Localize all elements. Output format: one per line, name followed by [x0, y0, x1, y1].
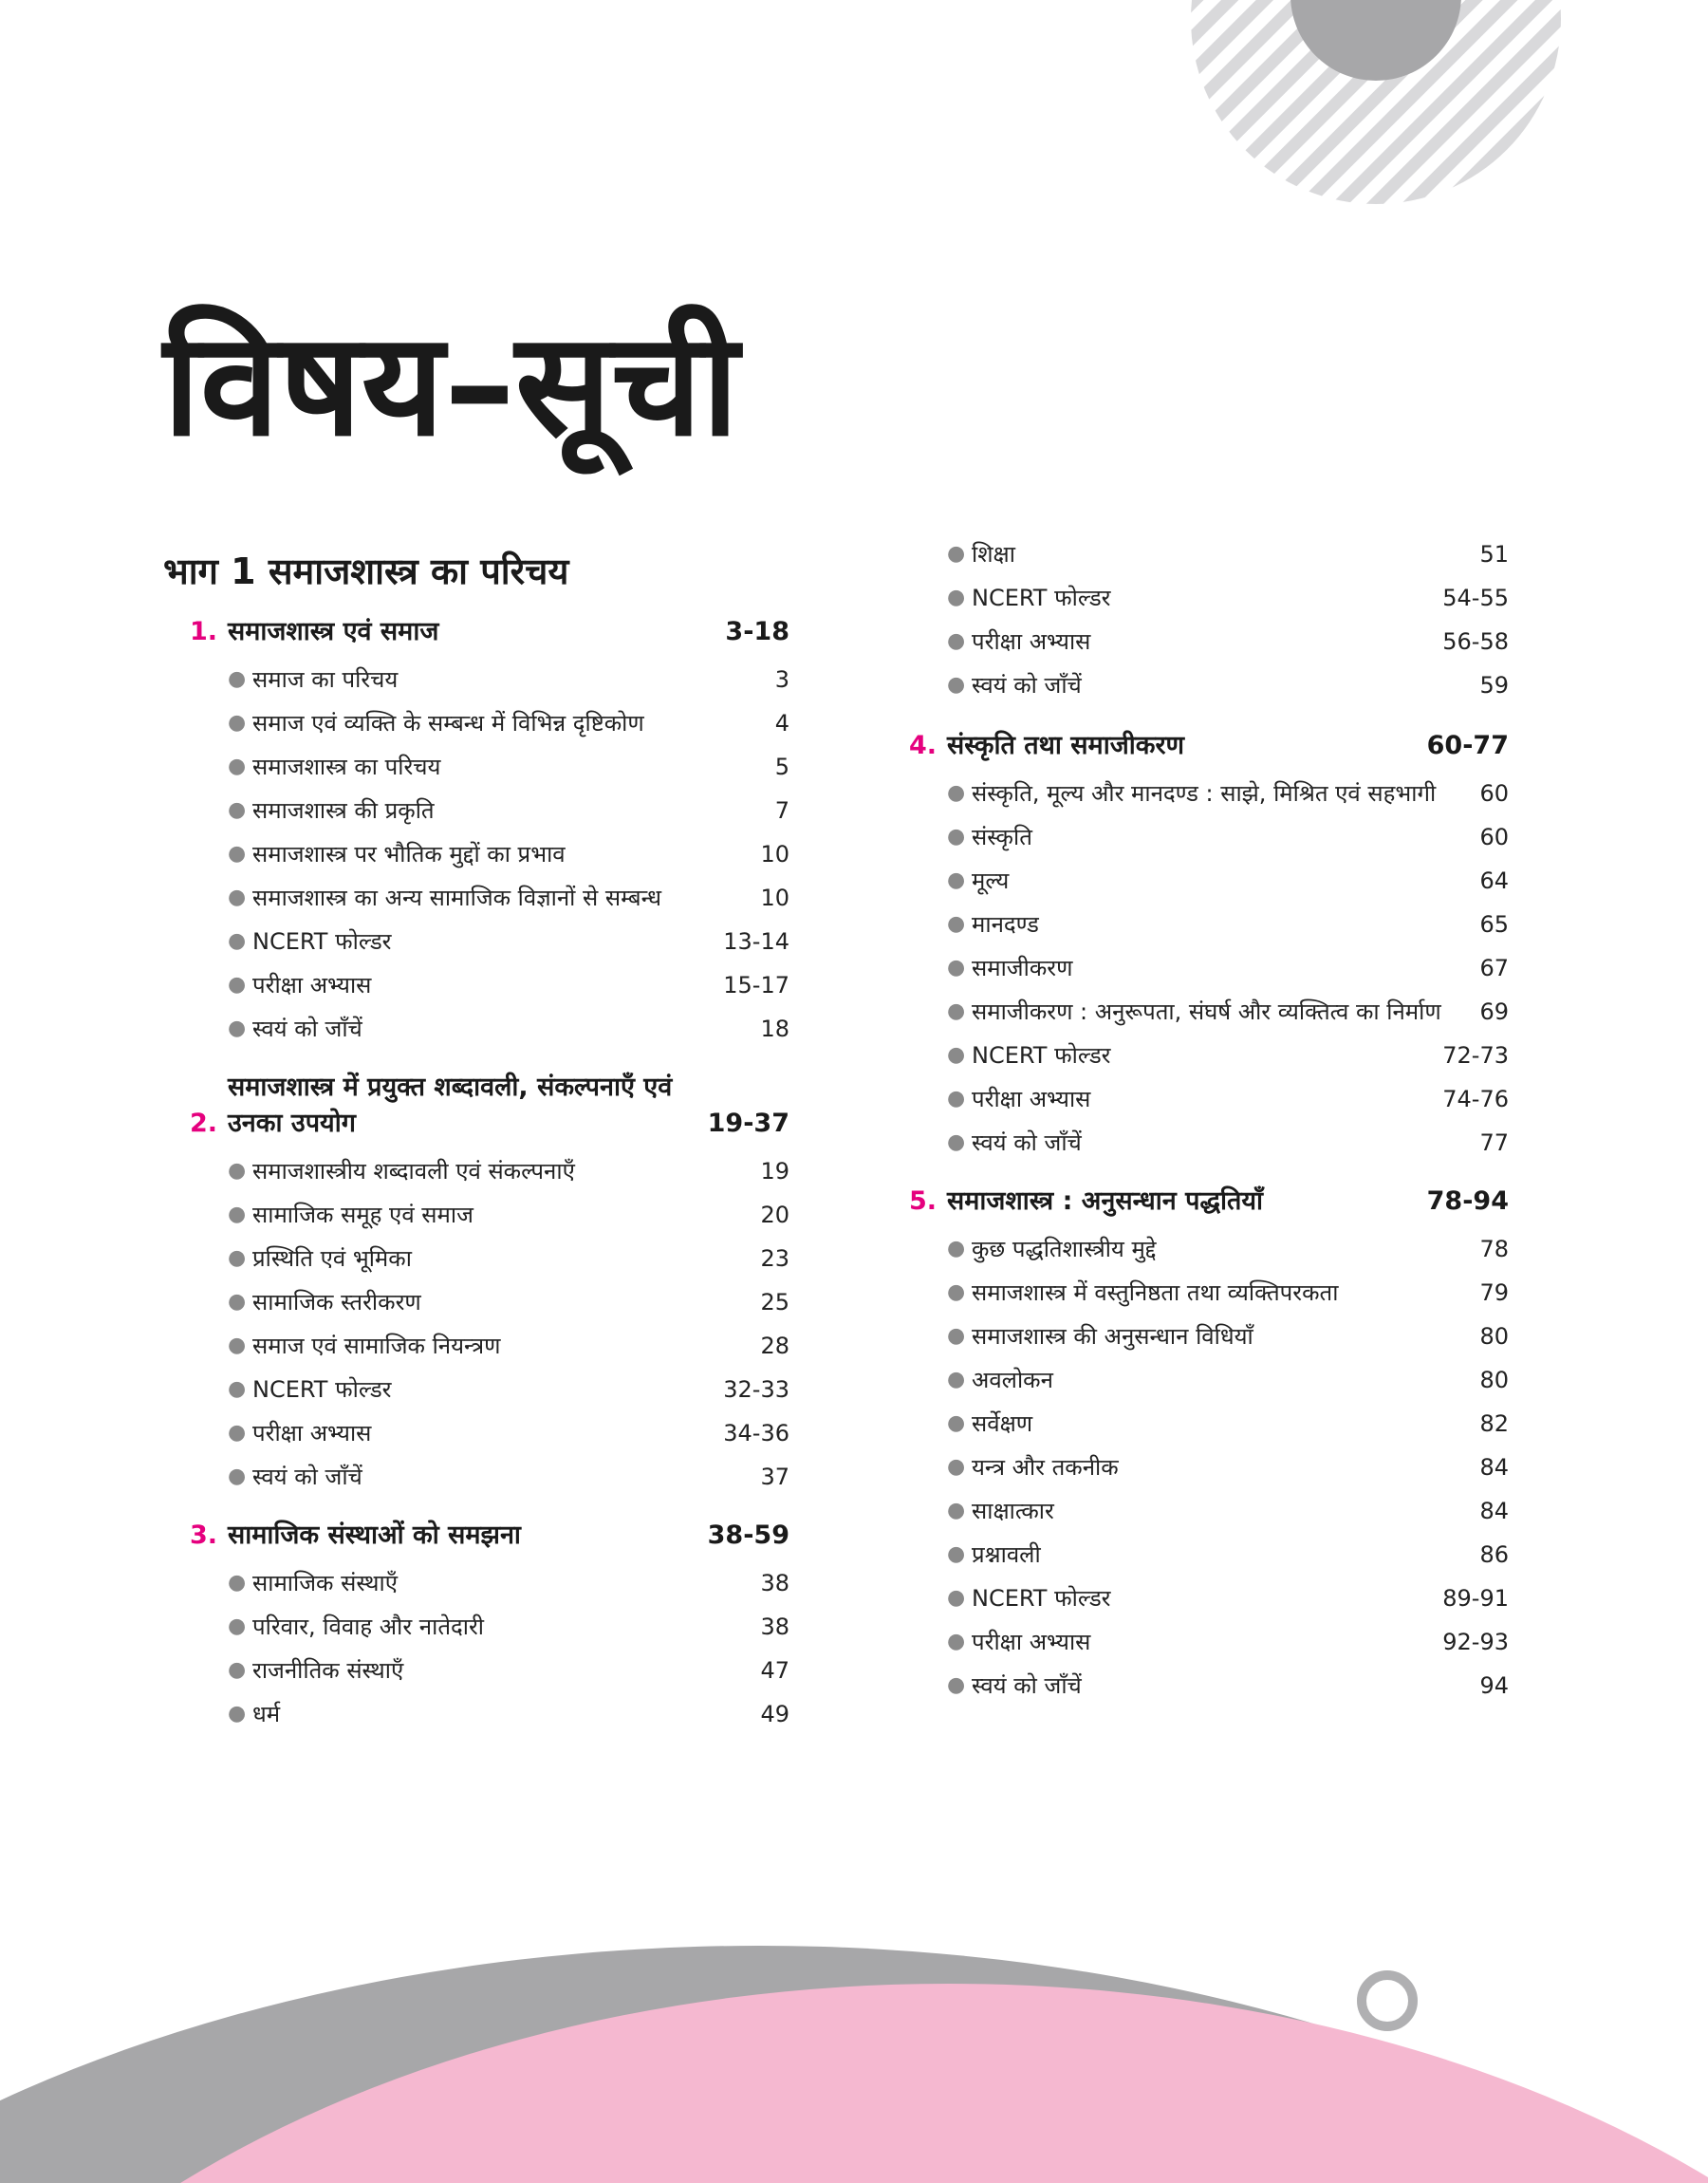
toc-entry[interactable] — [228, 1011, 789, 1047]
bullet-icon: ● — [947, 1237, 966, 1260]
toc-entry[interactable] — [947, 1493, 1509, 1529]
toc-entry-page: 49 — [760, 1701, 789, 1727]
bullet-icon: ● — [228, 886, 247, 909]
chapter-section — [190, 1070, 789, 1495]
chapter-heading[interactable] — [190, 1070, 789, 1142]
bullet-icon: ● — [228, 1377, 247, 1401]
toc-entry-page: 23 — [760, 1245, 789, 1272]
chapter-pages: 38-59 — [707, 1521, 789, 1550]
bullet-icon: ● — [228, 711, 247, 735]
bullet-icon: ● — [228, 755, 247, 778]
part-title: भाग 1 समाजशास्त्र का परिचय — [163, 550, 569, 592]
toc-right-column — [909, 536, 1509, 1726]
bullet-icon: ● — [947, 1542, 966, 1566]
toc-entry[interactable] — [947, 863, 1509, 899]
bullet-icon: ● — [228, 1246, 247, 1270]
bullet-icon: ● — [947, 1087, 966, 1110]
toc-entry-page: 38 — [760, 1614, 789, 1640]
toc-entry-page: 94 — [1479, 1672, 1509, 1699]
chapter-title: सामाजिक संस्थाओं को समझना — [228, 1521, 521, 1550]
toc-entry-page: 38 — [760, 1570, 789, 1596]
chapter-heading[interactable] — [190, 614, 789, 650]
bullet-icon: ● — [228, 667, 247, 691]
toc-entry-title: NCERT फोल्डर — [252, 1376, 392, 1403]
toc-entry[interactable] — [947, 906, 1509, 942]
toc-entry[interactable] — [947, 536, 1509, 572]
toc-entry[interactable] — [228, 880, 789, 916]
toc-left-column — [163, 546, 789, 1755]
bullet-icon: ● — [947, 1324, 966, 1348]
toc-entry-page: 10 — [760, 841, 789, 868]
bullet-icon: ● — [228, 1159, 247, 1183]
bullet-icon: ● — [947, 1280, 966, 1304]
bullet-icon: ● — [228, 1017, 247, 1040]
bullet-icon: ● — [947, 1455, 966, 1479]
toc-entry[interactable] — [947, 1624, 1509, 1660]
toc-entry-title: परीक्षा अभ्यास — [972, 1629, 1091, 1655]
toc-entry[interactable] — [228, 1241, 789, 1277]
toc-entry-page: 69 — [1479, 998, 1509, 1025]
toc-entry-title: संस्कृति, मूल्य और मानदण्ड : साझे, मिश्रित एवं सहभागी — [972, 780, 1437, 807]
toc-entry-title: सामाजिक स्तरीकरण — [252, 1289, 421, 1315]
toc-entry-title: राजनीतिक संस्थाएँ — [252, 1657, 404, 1684]
toc-entry-title: समाजशास्त्रीय शब्दावली एवं संकल्पनाएँ — [252, 1158, 575, 1185]
toc-entry[interactable] — [228, 793, 789, 829]
bullet-icon: ● — [228, 1614, 247, 1638]
toc-entry[interactable] — [947, 1037, 1509, 1073]
toc-entry[interactable] — [947, 775, 1509, 812]
toc-entry[interactable] — [228, 1415, 789, 1451]
toc-entry-page: 84 — [1479, 1498, 1509, 1524]
toc-entry[interactable] — [228, 1459, 789, 1495]
chapter-section — [909, 1184, 1509, 1704]
bullet-icon: ● — [947, 1130, 966, 1154]
toc-entry[interactable] — [228, 1652, 789, 1689]
bullet-icon: ● — [947, 912, 966, 936]
toc-entry-page: 20 — [760, 1202, 789, 1228]
bullet-icon: ● — [947, 868, 966, 892]
toc-entry-page: 89-91 — [1442, 1585, 1509, 1612]
toc-entry-page: 3 — [774, 666, 789, 693]
toc-entry[interactable] — [947, 1537, 1509, 1573]
toc-entry-title: समाजशास्त्र में वस्तुनिष्ठता तथा व्यक्तिपरकता — [972, 1279, 1339, 1306]
toc-entry-page: 74-76 — [1442, 1086, 1509, 1112]
toc-entry-title: संस्कृति — [972, 824, 1032, 850]
toc-entry-title: अवलोकन — [972, 1367, 1053, 1393]
chapter-title: समाजशास्त्र : अनुसन्धान पद्धतियाँ — [947, 1186, 1264, 1216]
toc-entry-title: धर्म — [252, 1701, 281, 1727]
bullet-icon: ● — [228, 798, 247, 822]
chapter-item-list — [190, 662, 789, 1047]
bullet-icon: ● — [228, 1290, 247, 1314]
chapter-number: 3. — [190, 1521, 218, 1550]
toc-entry-page: 25 — [760, 1289, 789, 1315]
chapter-heading[interactable] — [190, 1518, 789, 1554]
toc-entry-title: स्वयं को जाँचें — [972, 1672, 1082, 1699]
chapter-item-list — [909, 1231, 1509, 1704]
pink-arc-decoration — [0, 1984, 1708, 2183]
toc-entry[interactable] — [947, 1081, 1509, 1117]
toc-entry[interactable] — [228, 836, 789, 872]
bullet-icon: ● — [947, 1368, 966, 1391]
chapter-item-list — [190, 1153, 789, 1495]
toc-entry-title: मूल्य — [972, 868, 1010, 894]
toc-entry-title: परीक्षा अभ्यास — [972, 1086, 1091, 1112]
bullet-icon: ● — [947, 1043, 966, 1067]
chapter-number: 1. — [190, 617, 218, 646]
bullet-icon: ● — [947, 825, 966, 849]
toc-entry-page: 19 — [760, 1158, 789, 1185]
toc-entry[interactable] — [947, 1668, 1509, 1704]
toc-entry[interactable] — [228, 662, 789, 698]
toc-entry-page: 47 — [760, 1657, 789, 1684]
toc-entry-title: परिवार, विवाह और नातेदारी — [252, 1614, 484, 1640]
bullet-icon: ● — [228, 973, 247, 997]
toc-entry-title: शिक्षा — [972, 541, 1015, 568]
chapter-pages: 60-77 — [1426, 731, 1509, 760]
toc-entry-title: NCERT फोल्डर — [972, 1585, 1111, 1612]
toc-entry-title: परीक्षा अभ्यास — [252, 1420, 372, 1446]
toc-entry-page: 59 — [1479, 672, 1509, 699]
toc-entry[interactable] — [228, 705, 789, 741]
bullet-icon: ● — [228, 1421, 247, 1445]
toc-entry[interactable] — [228, 1328, 789, 1364]
toc-entry[interactable] — [947, 994, 1509, 1030]
continued-item-list — [909, 536, 1509, 703]
bullet-icon: ● — [228, 1658, 247, 1682]
toc-entry-page: 67 — [1479, 955, 1509, 981]
toc-entry-title: NCERT फोल्डर — [972, 1042, 1111, 1069]
chapter-number: 5. — [909, 1186, 938, 1216]
bullet-icon: ● — [947, 1630, 966, 1653]
toc-entry[interactable] — [947, 950, 1509, 986]
toc-entry-title: यन्त्र और तकनीक — [972, 1454, 1119, 1481]
toc-entry-title: परीक्षा अभ्यास — [252, 972, 372, 998]
toc-entry-title: प्रस्थिति एवं भूमिका — [252, 1245, 412, 1272]
chapter-title: समाजशास्त्र एवं समाज — [228, 617, 439, 646]
toc-entry-title: स्वयं को जाँचें — [972, 672, 1082, 699]
toc-entry-title: समाज एवं सामाजिक नियन्त्रण — [252, 1333, 501, 1359]
toc-entry-page: 82 — [1479, 1410, 1509, 1437]
toc-entry[interactable] — [228, 1284, 789, 1320]
chapter-number: 2. — [190, 1109, 218, 1138]
toc-entry[interactable] — [228, 924, 789, 960]
toc-entry-title: समाज एवं व्यक्ति के सम्बन्ध में विभिन्न दृष्टिकोण — [252, 710, 644, 737]
toc-entry-page: 80 — [1479, 1367, 1509, 1393]
bullet-icon: ● — [947, 1499, 966, 1522]
chapter-pages: 3-18 — [725, 617, 789, 646]
toc-entry-title: समाजशास्त्र का परिचय — [252, 754, 441, 780]
chapter-item-list — [190, 1565, 789, 1732]
toc-entry-title: परीक्षा अभ्यास — [972, 628, 1091, 655]
chapter-number: 4. — [909, 731, 938, 760]
chapter-section — [190, 614, 789, 1047]
bullet-icon: ● — [947, 1411, 966, 1435]
toc-entry-page: 28 — [760, 1333, 789, 1359]
toc-entry-title: NCERT फोल्डर — [972, 585, 1111, 611]
toc-entry[interactable] — [228, 1371, 789, 1408]
bullet-icon: ● — [947, 781, 966, 805]
toc-entry-page: 65 — [1479, 911, 1509, 938]
toc-entry-title: प्रश्नावली — [972, 1541, 1041, 1568]
toc-entry-page: 4 — [774, 710, 789, 737]
bullet-icon: ● — [947, 586, 966, 609]
left-chapter-list — [163, 614, 789, 1732]
chapter-section — [190, 1518, 789, 1732]
toc-entry[interactable] — [228, 1197, 789, 1233]
gray-arc-decoration — [0, 1946, 1708, 2183]
toc-entry-page: 7 — [774, 797, 789, 824]
toc-entry-page: 60 — [1479, 780, 1509, 807]
toc-entry[interactable] — [947, 1275, 1509, 1311]
toc-entry-page: 34-36 — [723, 1420, 789, 1446]
toc-entry[interactable] — [228, 1609, 789, 1645]
bullet-icon: ● — [228, 929, 247, 953]
chapter-item-list — [909, 775, 1509, 1161]
toc-entry-title: कुछ पद्धतिशास्त्रीय मुद्दे — [972, 1236, 1157, 1262]
toc-entry-title: साक्षात्कार — [972, 1498, 1054, 1524]
toc-entry-page: 15-17 — [723, 972, 789, 998]
toc-entry[interactable] — [228, 749, 789, 785]
toc-entry[interactable] — [947, 624, 1509, 660]
toc-entry-page: 64 — [1479, 868, 1509, 894]
toc-entry-page: 92-93 — [1442, 1629, 1509, 1655]
toc-entry-title: समाजशास्त्र का अन्य सामाजिक विज्ञानों से सम्बन्ध — [252, 885, 661, 911]
toc-entry-page: 54-55 — [1442, 585, 1509, 611]
toc-entry[interactable] — [947, 667, 1509, 703]
toc-entry-page: 72-73 — [1442, 1042, 1509, 1069]
toc-entry[interactable] — [947, 1318, 1509, 1354]
toc-entry-title: सामाजिक समूह एवं समाज — [252, 1202, 473, 1228]
bullet-icon: ● — [947, 673, 966, 697]
toc-entry[interactable] — [947, 1406, 1509, 1442]
toc-entry-page: 18 — [760, 1016, 789, 1042]
toc-entry[interactable] — [228, 967, 789, 1003]
toc-entry[interactable] — [947, 1449, 1509, 1485]
toc-entry-title: NCERT फोल्डर — [252, 928, 392, 955]
ring-decoration — [1362, 1975, 1413, 2026]
toc-entry[interactable] — [947, 1125, 1509, 1161]
toc-entry-page: 10 — [760, 885, 789, 911]
chapter-heading[interactable] — [909, 1184, 1509, 1220]
toc-entry-page: 78 — [1479, 1236, 1509, 1262]
bullet-icon: ● — [947, 1673, 966, 1697]
toc-entry-page: 77 — [1479, 1129, 1509, 1156]
toc-entry-page: 32-33 — [723, 1376, 789, 1403]
toc-entry-page: 86 — [1479, 1541, 1509, 1568]
toc-entry-page: 5 — [774, 754, 789, 780]
toc-entry-title: स्वयं को जाँचें — [972, 1129, 1082, 1156]
toc-entry-title: समाजशास्त्र पर भौतिक मुद्दों का प्रभाव — [252, 841, 566, 868]
bullet-icon: ● — [228, 1465, 247, 1488]
bullet-icon: ● — [947, 999, 966, 1023]
toc-entry-page: 13-14 — [723, 928, 789, 955]
chapter-title: समाजशास्त्र में प्रयुक्त शब्दावली, संकल्पनाएँ एवं उनका उपयोग — [228, 1073, 673, 1138]
toc-entry-page: 60 — [1479, 824, 1509, 850]
toc-entry-title: स्वयं को जाँचें — [252, 1464, 362, 1490]
chapter-pages: 19-37 — [707, 1109, 789, 1138]
bullet-icon: ● — [228, 1702, 247, 1726]
toc-entry-title: मानदण्ड — [972, 911, 1039, 938]
toc-entry[interactable] — [228, 1153, 789, 1189]
bullet-icon: ● — [228, 1334, 247, 1357]
toc-entry-title: समाजशास्त्र की अनुसन्धान विधियाँ — [972, 1323, 1253, 1350]
bullet-icon: ● — [228, 1203, 247, 1226]
toc-entry-page: 79 — [1479, 1279, 1509, 1306]
gray-circle-decoration — [1290, 0, 1461, 81]
chapter-pages: 78-94 — [1426, 1186, 1509, 1216]
chapter-heading[interactable] — [909, 728, 1509, 764]
toc-entry[interactable] — [947, 819, 1509, 855]
toc-entry[interactable] — [947, 1580, 1509, 1616]
bullet-icon: ● — [947, 956, 966, 980]
toc-entry-title: समाजीकरण — [972, 955, 1073, 981]
toc-entry-page: 37 — [760, 1464, 789, 1490]
toc-entry-page: 80 — [1479, 1323, 1509, 1350]
toc-entry-title: स्वयं को जाँचें — [252, 1016, 362, 1042]
toc-entry-title: समाजशास्त्र की प्रकृति — [252, 797, 435, 824]
toc-entry-title: समाज का परिचय — [252, 666, 399, 693]
toc-entry[interactable] — [228, 1565, 789, 1601]
page-title: विषय–सूची — [163, 303, 739, 468]
toc-entry[interactable] — [947, 580, 1509, 616]
toc-entry[interactable] — [947, 1231, 1509, 1267]
bullet-icon: ● — [947, 629, 966, 653]
toc-entry[interactable] — [947, 1362, 1509, 1398]
right-chapter-list — [909, 728, 1509, 1704]
chapter-title: संस्कृति तथा समाजीकरण — [947, 731, 1185, 760]
toc-entry-page: 51 — [1479, 541, 1509, 568]
striped-circle-decoration — [1191, 0, 1561, 204]
toc-entry-page: 84 — [1479, 1454, 1509, 1481]
toc-entry[interactable] — [228, 1696, 789, 1732]
bullet-icon: ● — [947, 542, 966, 566]
toc-entry-title: समाजीकरण : अनुरूपता, संघर्ष और व्यक्तित्व का निर्माण — [972, 998, 1441, 1025]
chapter-section — [909, 728, 1509, 1161]
bullet-icon: ● — [228, 842, 247, 866]
toc-entry-title: सामाजिक संस्थाएँ — [252, 1570, 398, 1596]
bullet-icon: ● — [228, 1571, 247, 1595]
toc-entry-title: सर्वेक्षण — [972, 1410, 1033, 1437]
bullet-icon: ● — [947, 1586, 966, 1610]
toc-entry-page: 56-58 — [1442, 628, 1509, 655]
